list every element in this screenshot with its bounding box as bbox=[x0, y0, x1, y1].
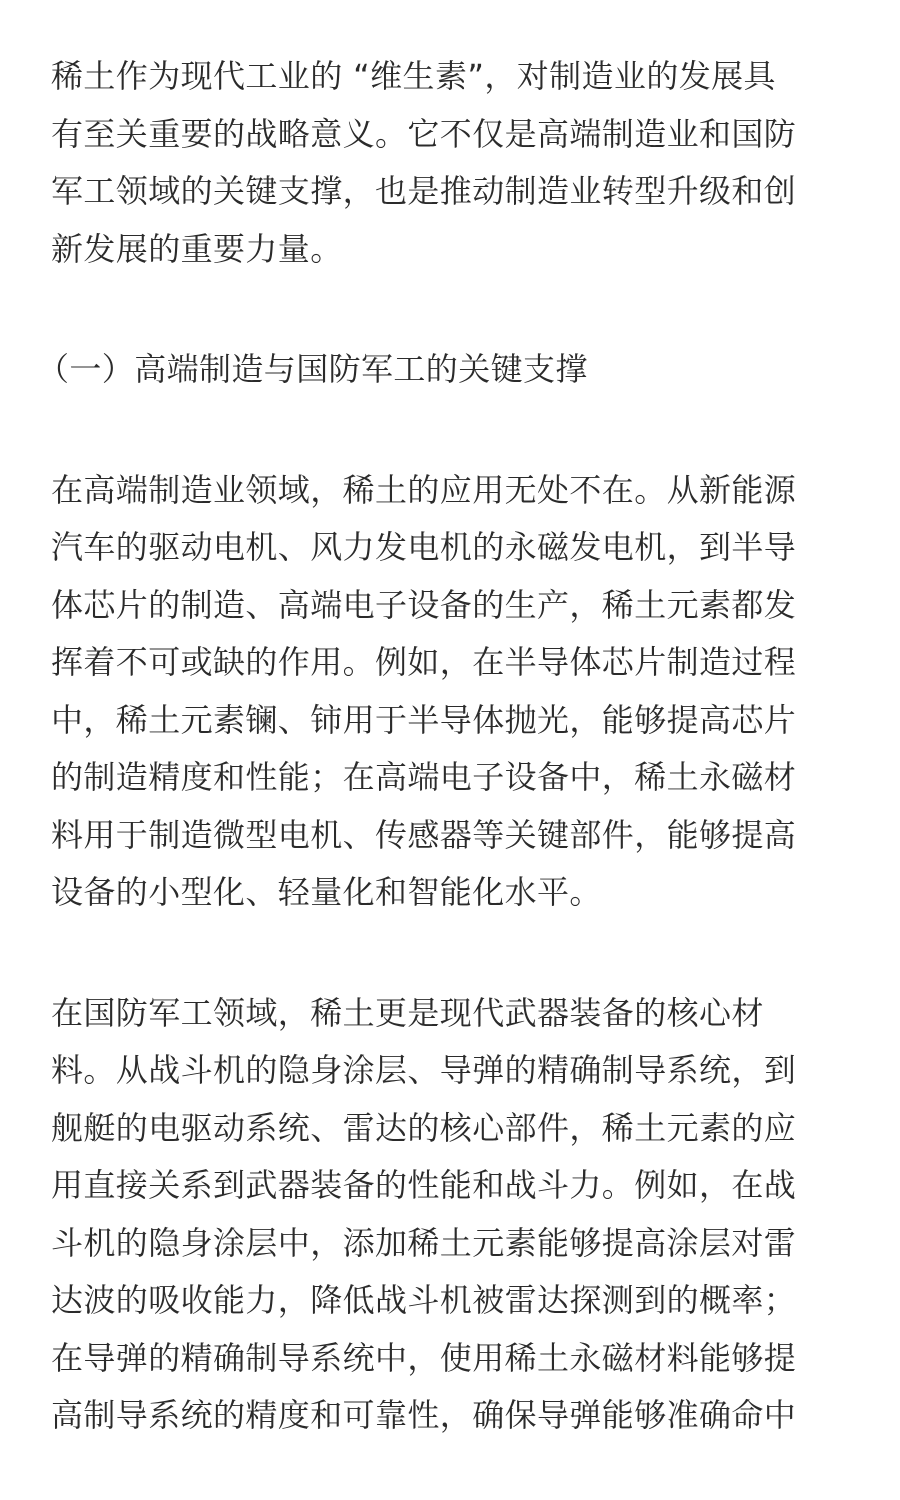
text-line: 斗机的隐身涂层中，添加稀土元素能够提高涂层对雷 bbox=[51, 1223, 797, 1262]
text-line: 在导弹的精确制导系统中，使用稀土永磁材料能够提 bbox=[51, 1338, 797, 1377]
text-line: 挥着不可或缺的作用。例如，在半导体芯片制造过程 bbox=[51, 643, 797, 681]
text-line: 达波的吸收能力，降低战斗机被雷达探测到的概率； bbox=[51, 1281, 797, 1319]
text-line: 舰艇的电驱动系统、雷达的核心部件，稀土元素的应 bbox=[51, 1108, 797, 1147]
text-line: 设备的小型化、轻量化和智能化水平。 bbox=[51, 873, 602, 911]
text-line: 的制造精度和性能；在高端电子设备中，稀土永磁材 bbox=[51, 758, 797, 796]
text-line: 用直接关系到武器装备的性能和战斗力。例如，在战 bbox=[51, 1166, 797, 1204]
text-line: 料用于制造微型电机、传感器等关键部件，能够提高 bbox=[51, 815, 797, 854]
section-heading: （一）高端制造与国防军工的关键支撑 bbox=[37, 350, 588, 388]
paragraph-high-end-manufacturing bbox=[51, 462, 851, 922]
text-line: 新发展的重要力量。 bbox=[51, 229, 343, 268]
text-line: 在高端制造业领域，稀土的应用无处不在。从新能源 bbox=[51, 470, 797, 509]
text-line: 在国防军工领域，稀土更是现代武器装备的核心材 bbox=[51, 993, 764, 1032]
text-line: 军工领域的关键支撑，也是推动制造业转型升级和创 bbox=[51, 172, 797, 210]
text-line: 稀土作为现代工业的 “维生素”，对制造业的发展具 bbox=[51, 57, 776, 95]
text-line: 汽车的驱动电机、风力发电机的永磁发电机，到半导 bbox=[51, 528, 797, 566]
article-body bbox=[37, 48, 851, 1445]
text-line: 有至关重要的战略意义。它不仅是高端制造业和国防 bbox=[51, 114, 797, 153]
text-line: 体芯片的制造、高端电子设备的生产，稀土元素都发 bbox=[51, 585, 797, 624]
paragraph-defense-industry bbox=[51, 985, 851, 1445]
paragraph-intro bbox=[51, 48, 851, 278]
text-line: 中，稀土元素镧、铈用于半导体抛光，能够提高芯片 bbox=[51, 700, 797, 739]
text-line: 料。从战斗机的隐身涂层、导弹的精确制导系统，到 bbox=[51, 1051, 797, 1089]
text-line: 高制导系统的精度和可靠性，确保导弹能够准确命中 bbox=[51, 1396, 797, 1434]
